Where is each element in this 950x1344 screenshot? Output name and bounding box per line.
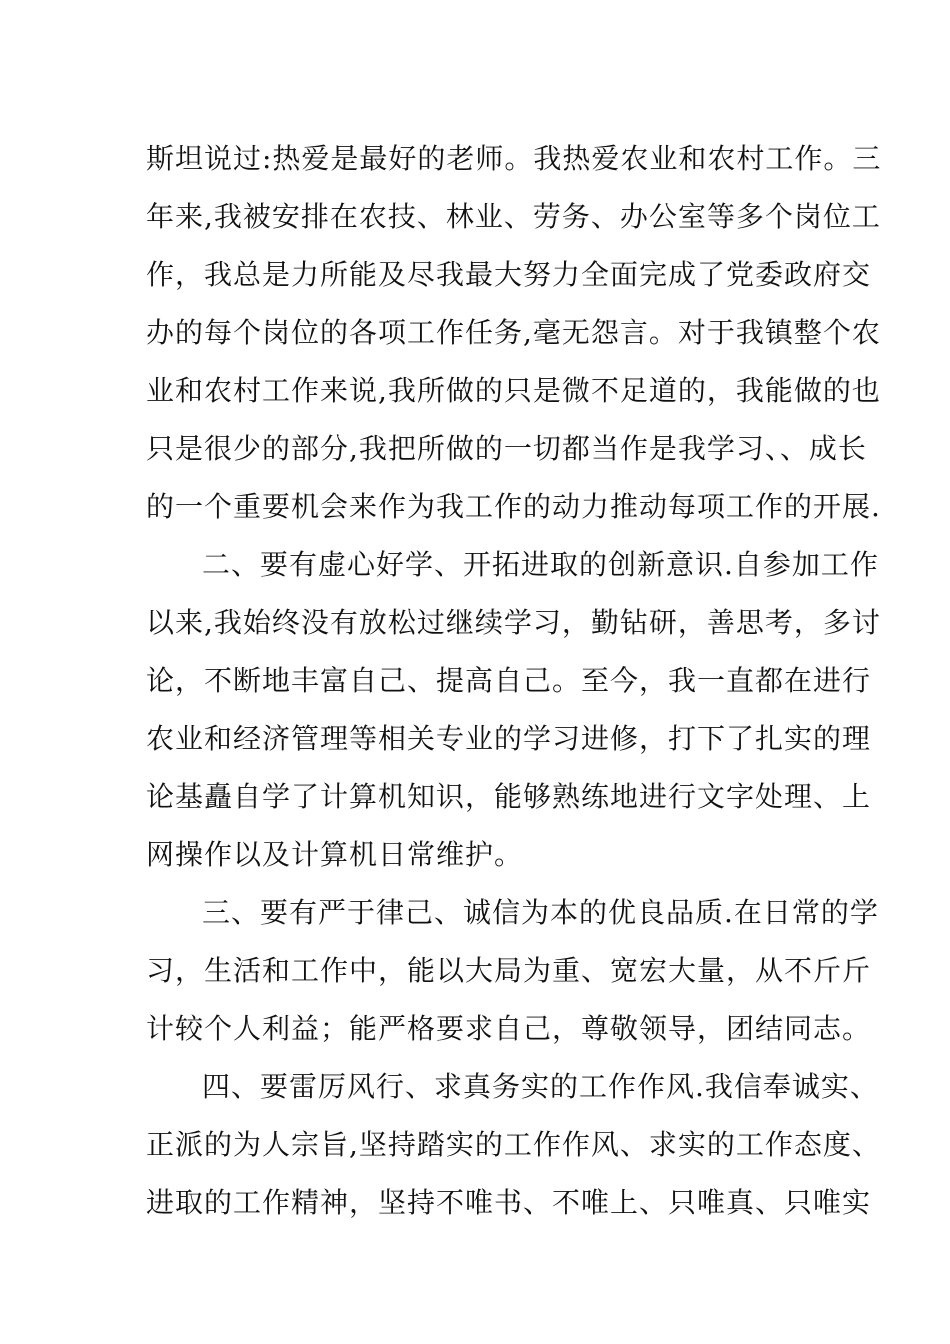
text-line: 业和农村工作来说,我所做的只是微不足道的，我能做的也	[146, 374, 881, 407]
paragraph-3	[146, 884, 879, 1058]
text-line: 四、要雷厉风行、求真务实的工作作风.我信奉诚实、	[202, 1070, 879, 1103]
text-line: 论基矗自学了计算机知识，能够熟练地进行文字处理、上	[146, 780, 872, 813]
text-line: 农业和经济管理等相关专业的学习进修，打下了扎实的理	[146, 722, 872, 755]
text-line: 的一个重要机会来作为我工作的动力推动每项工作的开展.	[146, 490, 881, 523]
text-line: 正派的为人宗旨,坚持踏实的工作作风、求实的工作态度、	[146, 1128, 881, 1161]
text-line: 习，生活和工作中，能以大局为重、宽宏大量，从不斤斤	[146, 954, 872, 987]
text-line: 进取的工作精神，坚持不唯书、不唯上、只唯真、只唯实	[146, 1186, 872, 1219]
text-line: 二、要有虚心好学、开拓进取的创新意识.自参加工作	[202, 548, 879, 581]
text-line: 斯坦说过:热爱是最好的老师。我热爱农业和农村工作。三	[146, 142, 882, 175]
text-line: 网操作以及计算机日常维护。	[146, 838, 524, 871]
text-line: 计较个人利益；能严格要求自己，尊敬领导，团结同志。	[146, 1012, 872, 1045]
text-line: 只是很少的部分,我把所做的一切都当作是我学习、、成长	[146, 432, 867, 465]
text-line: 作，我总是力所能及尽我最大努力全面完成了党委政府交	[146, 258, 872, 291]
paragraph-2	[146, 536, 881, 884]
text-line: 以来,我始终没有放松过继续学习，勤钻研，善思考，多讨	[146, 606, 881, 639]
text-line: 办的每个岗位的各项工作任务,毫无怨言。对于我镇整个农	[146, 316, 881, 349]
paragraph-1	[146, 130, 882, 536]
text-line: 论，不断地丰富自己、提高自己。至今，我一直都在进行	[146, 664, 872, 697]
text-line: 三、要有严于律己、诚信为本的优良品质.在日常的学	[202, 896, 879, 929]
text-line: 年来,我被安排在农技、林业、劳务、办公室等多个岗位工	[146, 200, 881, 233]
paragraph-4	[146, 1058, 881, 1232]
document-body	[146, 130, 882, 1232]
